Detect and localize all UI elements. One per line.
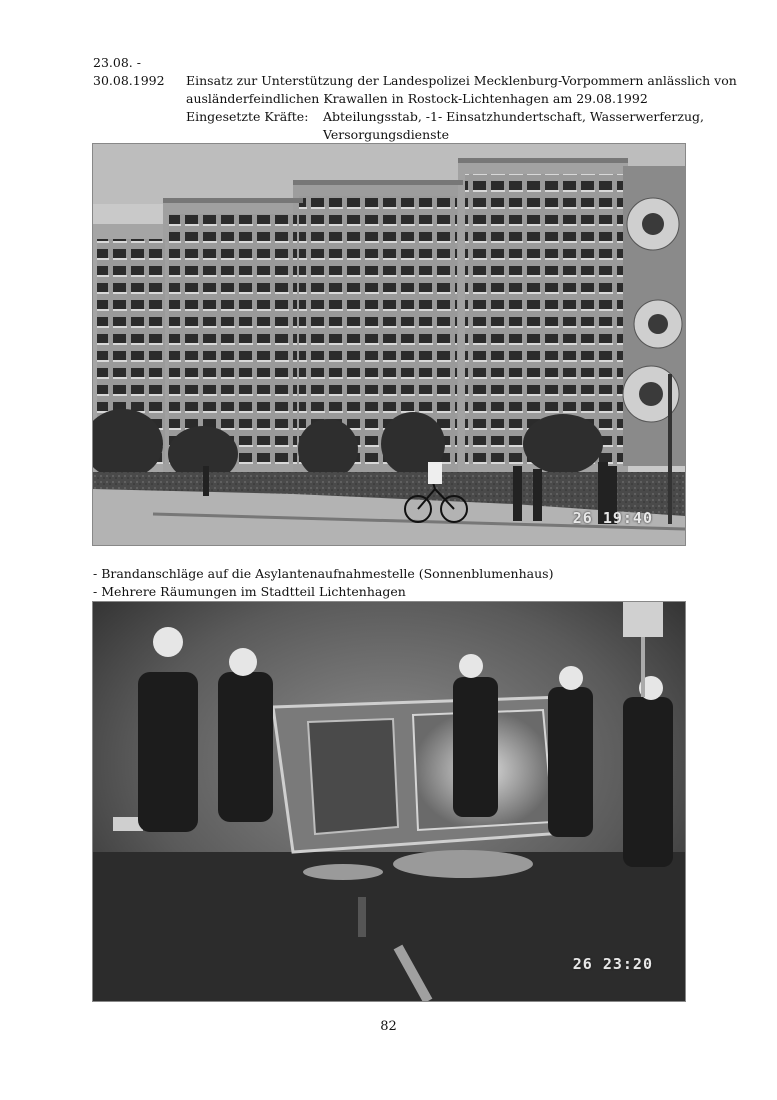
bullet-arson: - Brandanschläge auf die Asylantenaufnahmestelle (Sonnenblumenhaus) <box>93 566 554 581</box>
page-number: 82 <box>380 1019 397 1034</box>
forces-line-1: Abteilungsstab, -1- Einsatzhundertschaft, Wasserwerferzug, <box>323 109 704 124</box>
photo-timestamp: 26 23:20 <box>572 955 653 973</box>
photo-sunflower-house <box>92 143 686 546</box>
description-line-2: ausländerfeindlichen Krawallen in Rostock-Lichtenhagen am 29.08.1992 <box>186 91 648 106</box>
date-end: 30.08.1992 <box>93 73 165 88</box>
photo-burning-car <box>92 601 686 1002</box>
date-start: 23.08. - <box>93 55 141 70</box>
forces-line-2: Versorgungsdienste <box>323 127 449 142</box>
bullet-clearances: - Mehrere Räumungen im Stadtteil Lichtenhagen <box>93 584 406 599</box>
forces-label: Eingesetzte Kräfte: <box>186 109 309 124</box>
description-line-1: Einsatz zur Unterstützung der Landespolizei Mecklenburg-Vorpommern anlässlich von <box>186 73 737 88</box>
photo-timestamp: 26 19:40 <box>572 509 653 527</box>
